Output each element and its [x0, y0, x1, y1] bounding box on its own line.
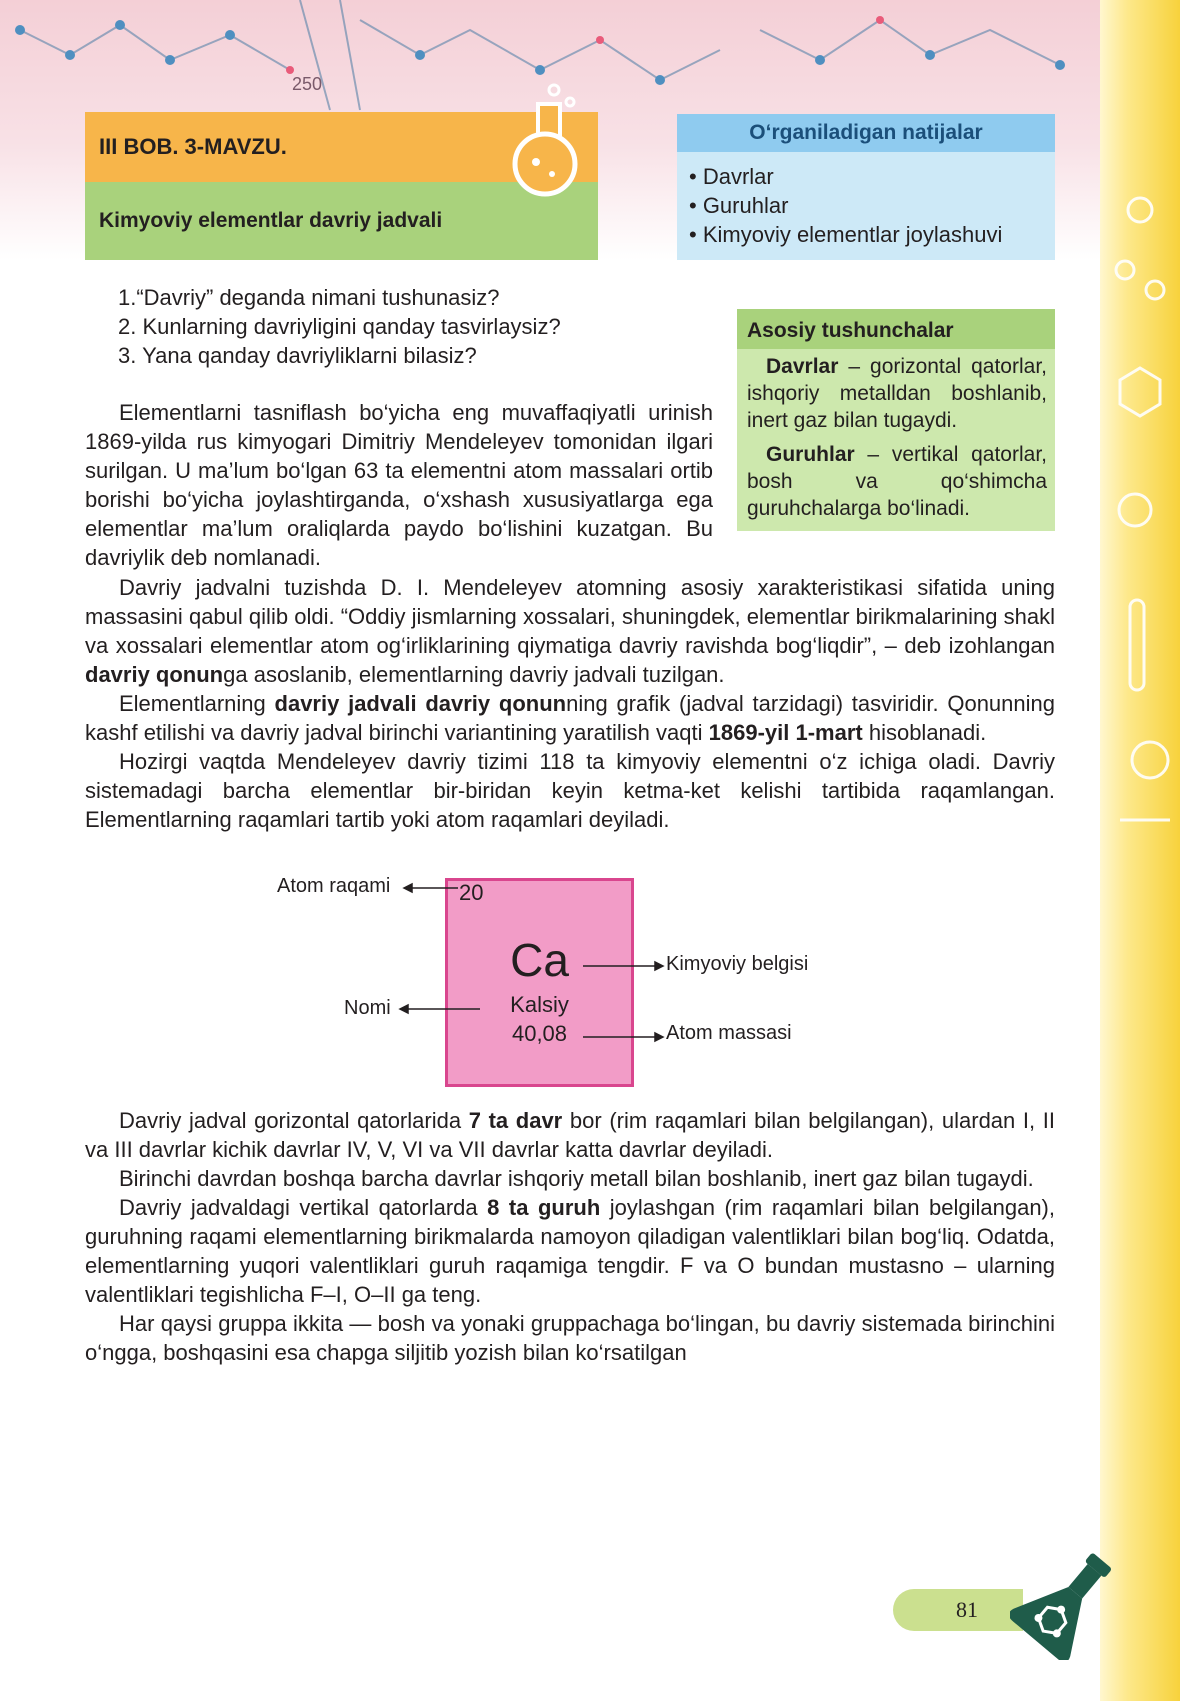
concepts-title: Asosiy tushunchalar: [737, 309, 1055, 349]
question-2: 2. Kunlarning davriyligini qanday tasvirlaysiz?: [118, 314, 561, 339]
label-atom-mass: Atom massasi: [666, 1022, 792, 1044]
question-1: 1.“Davriy” deganda nimani tushunasiz?: [118, 285, 500, 310]
element-symbol: Ca: [510, 934, 569, 986]
paragraph: Davriy jadval gorizontal qatorlarida 7 ta davr bor (rim raqamlari bilan belgilangan), ulardan I, II va III davrlar kichik davrlar IV, V, VI va VII davrlar katta davrlar deyiladi.: [85, 1108, 1055, 1162]
paragraph: Hozirgi vaqtda Mendeleyev davriy tizimi 118 ta kimyoviy elementni o‘z ichiga oladi. Davriy sistemadagi barcha elementlar bir-biridan keyin ketma-ket kelishi tartibida raqamlangan. Elementlarning raqamlari tartib yoki atom raqamlari deyiladi.: [85, 749, 1055, 832]
paragraph-intro: Elementlarni tasniflash bo‘yicha eng muvaffaqiyatli urinish 1869-yilda rus kimyogari Dimitriy Mendeleyev tomonidan ilgari surilgan. U ma’lum bo‘lgan 63 ta elementni atom massalari ortib borishi bo‘yicha joylashtirganda, o‘xshash xususiyatlarga ega elementlar ma’lum oraliqlarda paydo bo‘lishini kuzatgan. Bu davriylik deb nomlanadi.: [85, 400, 713, 570]
concepts-body: [747, 353, 1047, 529]
label-chemical-symbol: Kimyoviy belgisi: [666, 953, 809, 975]
results-item: • Guruhlar: [689, 193, 789, 218]
concept-guruhlar: Guruhlar – vertikal qatorlar, bosh va qo‘shimcha guruhchalarga bo‘linadi.: [747, 443, 1047, 520]
topic-title: Kimyoviy elementlar davriy jadvali: [85, 182, 598, 260]
lab-equipment-icon: [1100, 180, 1180, 900]
results-item: • Kimyoviy elementlar joylashuvi: [689, 222, 1003, 247]
concept-davrlar: Davrlar – gorizontal qatorlar, ishqoriy metalldan boshlanib, inert gaz bilan tugaydi.: [747, 355, 1047, 432]
chapter-title: III BOB. 3-MAVZU.: [85, 112, 598, 182]
flask-icon: [500, 82, 590, 197]
label-name: Nomi: [344, 997, 391, 1019]
results-item: • Davrlar: [689, 164, 774, 189]
flask-logo-icon: [1010, 1545, 1120, 1660]
page-number: 81: [893, 1589, 1023, 1631]
paragraph: Davriy jadvalni tuzishda D. I. Mendeleyev atomning asosiy xarakteristikasi sifatida uning massasini qabul qilib oldi. “Oddiy jismlarning xossalari, shuningdek, elementlar birikmalarining shakl va xossalari elementlar atom og‘irliklarining qiymatiga davriy ravishda bog‘liqdir”, – deb izohlangan davriy qonunga asoslanib, elementlarning davriy jadvali tuzilgan.: [85, 575, 1055, 687]
results-list: [677, 152, 1055, 260]
paragraph: Davriy jadvaldagi vertikal qatorlarda 8 ta guruh joylashgan (rim raqamlari bilan belgilangan), guruhning raqami elementlarning birikmalarda namoyon qiladigan valentliklari bilan bog‘liq. Odatda, elementlarning yuqori valentliklari guruh raqamiga tengdir. F va O bundan mustasno – ularning valentliklari tegishlicha F–I, O–II ga teng.: [85, 1195, 1055, 1307]
element-mass: 40,08: [511, 1021, 568, 1046]
label-atom-number: Atom raqami: [277, 875, 391, 897]
question-3: 3. Yana qanday davriyliklarni bilasiz?: [118, 343, 477, 368]
tube-scale-label: 250: [292, 74, 323, 94]
element-number: 20: [459, 880, 484, 905]
paragraph: Birinchi davrdan boshqa barcha davrlar ishqoriy metall bilan boshlanib, inert gaz bilan tugaydi.: [119, 1166, 1034, 1191]
body-text-upper: [85, 573, 1055, 834]
element-name: Kalsiy: [510, 992, 569, 1017]
body-text-lower: [85, 1106, 1055, 1367]
paragraph: Har qaysi gruppa ikkita — bosh va yonaki gruppachaga bo‘lingan, bu davriy sistemada birinchini o‘ngga, boshqasini esa chapga siljitib yozish bilan ko‘rsatilgan: [85, 1311, 1055, 1365]
paragraph: Elementlarning davriy jadvali davriy qonunning grafik (jadval tarzidagi) tasviridir. Qonunning kashf etilishi va davriy jadval birinchi variantining yaratilish vaqti 1869-yil 1-mart hisoblanadi.: [85, 691, 1055, 745]
results-title: O‘rganiladigan natijalar: [677, 114, 1055, 152]
